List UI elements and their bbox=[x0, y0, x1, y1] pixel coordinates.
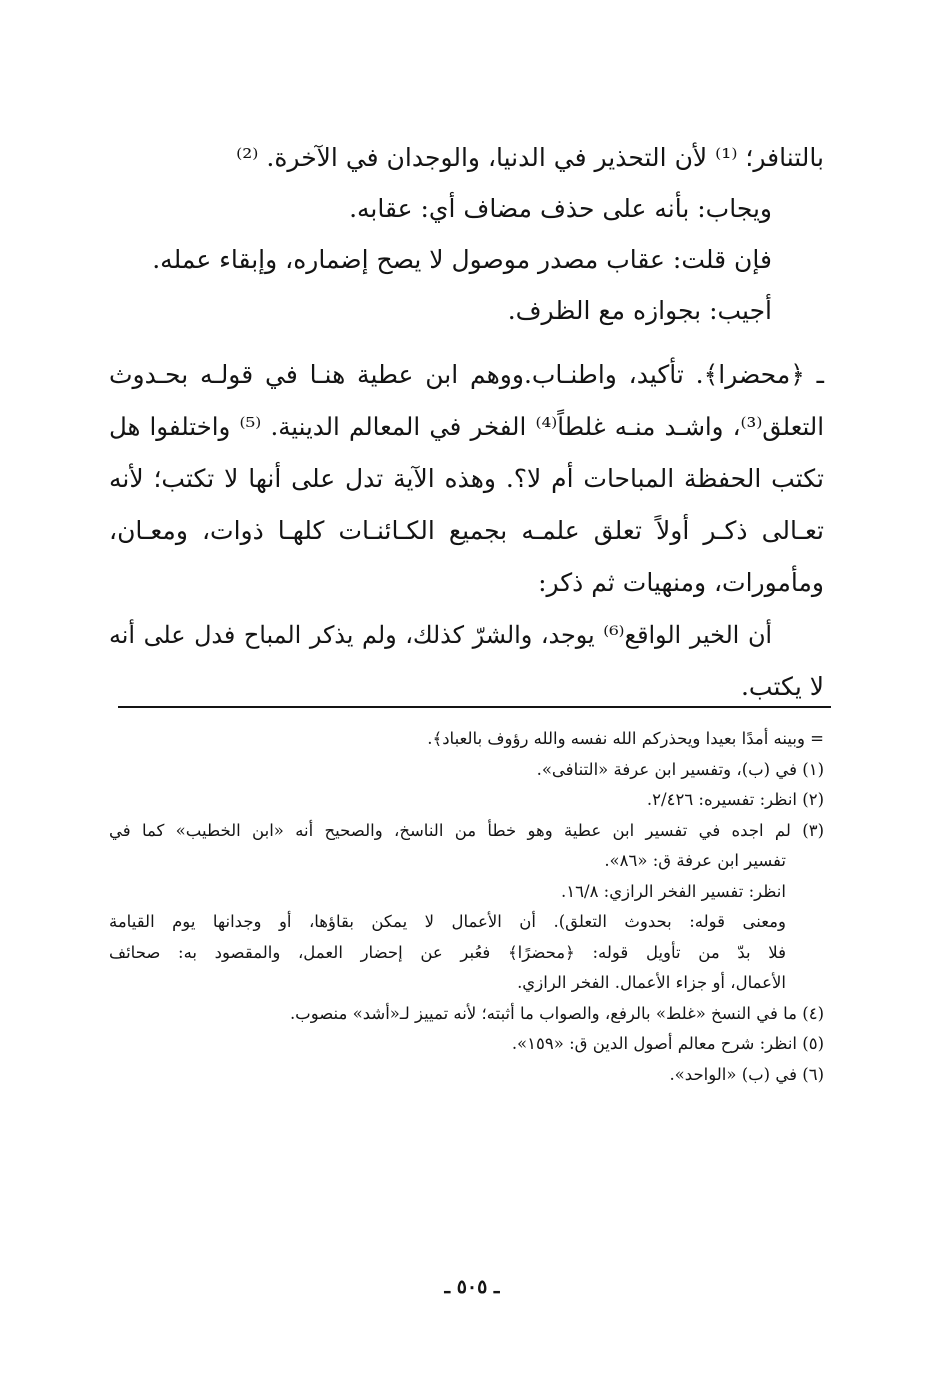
footnote-line: ومعنى قوله: بحدوث التعلق). أن الأعمال لا يمكن بقاؤها، أو وجدانها يوم القيامة bbox=[109, 912, 786, 931]
footnote-line: (٤) ما في النسخ «غلط» بالرفع، والصواب ما أثبته؛ لأنه تمييز لـ«أشد» منصوب. bbox=[289, 1003, 824, 1023]
paragraph-line: ومأمورات، ومنهيات ثم ذكر: bbox=[538, 568, 824, 597]
paragraph-line: تكتب الحفظة المباحات أم لا؟. وهذه الآية تدل على أنها لا تكتب؛ لأنه bbox=[109, 464, 824, 493]
footnote-line: (٥) انظر: شرح معالم أصول الدين ق: «١٥٩». bbox=[511, 1034, 824, 1053]
footnote-line: فلا بدّ من تأويل قوله: ﴿محضرًا﴾ فعُبر عن إحضار العمل، والمقصود به: صحائف bbox=[109, 942, 786, 962]
paragraph-line: ـ ﴿محضرا﴾. تأكيد، واطنـاب.ووهم ابن عطية هنـا في قولـه بحـدوث bbox=[109, 360, 824, 389]
footnotes bbox=[109, 724, 824, 1090]
page-number: ـ ٥٠٥ ـ bbox=[444, 1276, 500, 1298]
footnote-line: تفسير ابن عرفة ق: «٨٦». bbox=[604, 851, 786, 870]
footnote-separator bbox=[118, 706, 831, 708]
paragraph-line: لا يكتب. bbox=[740, 672, 824, 701]
main-line: فإن قلت: عقاب مصدر موصول لا يصح إضماره، وإبقاء عمله. bbox=[152, 245, 772, 274]
footnote-line: (٢) انظر: تفسيره: ٢/٤٢٦. bbox=[646, 790, 824, 809]
footnote-line: انظر: تفسير الفخر الرازي: ١٦/٨. bbox=[561, 881, 786, 901]
paragraph-line: التعلق⁽³⁾، واشـد منـه غلطاً⁽⁴⁾ الفخر في المعالم الدينية. ⁽⁵⁾ واختلفوا هل bbox=[109, 412, 825, 441]
footnote-line: (٣) لم اجده في تفسير ابن عطية وهو خطأ من الناسخ، والصحيح أنه «ابن الخطيب» كما في bbox=[109, 820, 824, 840]
second-paragraph bbox=[109, 349, 824, 713]
footnote-line: (٦) في (ب) «الواحد». bbox=[669, 1064, 824, 1084]
main-text-block bbox=[109, 132, 824, 336]
footnote-line: الأعمال، أو جزاء الأعمال. الفخر الرازي. bbox=[517, 973, 786, 992]
main-line: أجيب: بجوازه مع الظرف. bbox=[507, 296, 772, 325]
footnote-line: (١) في (ب)، وتفسير ابن عرفة «التنافى». bbox=[536, 759, 824, 779]
main-line: بالتنافر؛ ⁽¹⁾ لأن التحذير في الدنيا، والوجدان في الآخرة. ⁽²⁾ bbox=[236, 143, 824, 172]
paragraph-line: تعـالى ذكـر أولاً تعلق علمـه بجميع الكـائنـات كلهـا ذوات، ومعـان، bbox=[109, 516, 824, 545]
main-line: ويجاب: بأنه على حذف مضاف أي: عقابه. bbox=[349, 194, 772, 223]
paragraph-line: أن الخير الواقع⁽⁶⁾ يوجد، والشرّ كذلك، ولم يذكر المباح فدل على أنه bbox=[109, 621, 772, 649]
footnote-line: = وبينه أمدًا بعيدا ويحذركم الله نفسه والله رؤوف بالعباد﴾. bbox=[427, 729, 824, 748]
